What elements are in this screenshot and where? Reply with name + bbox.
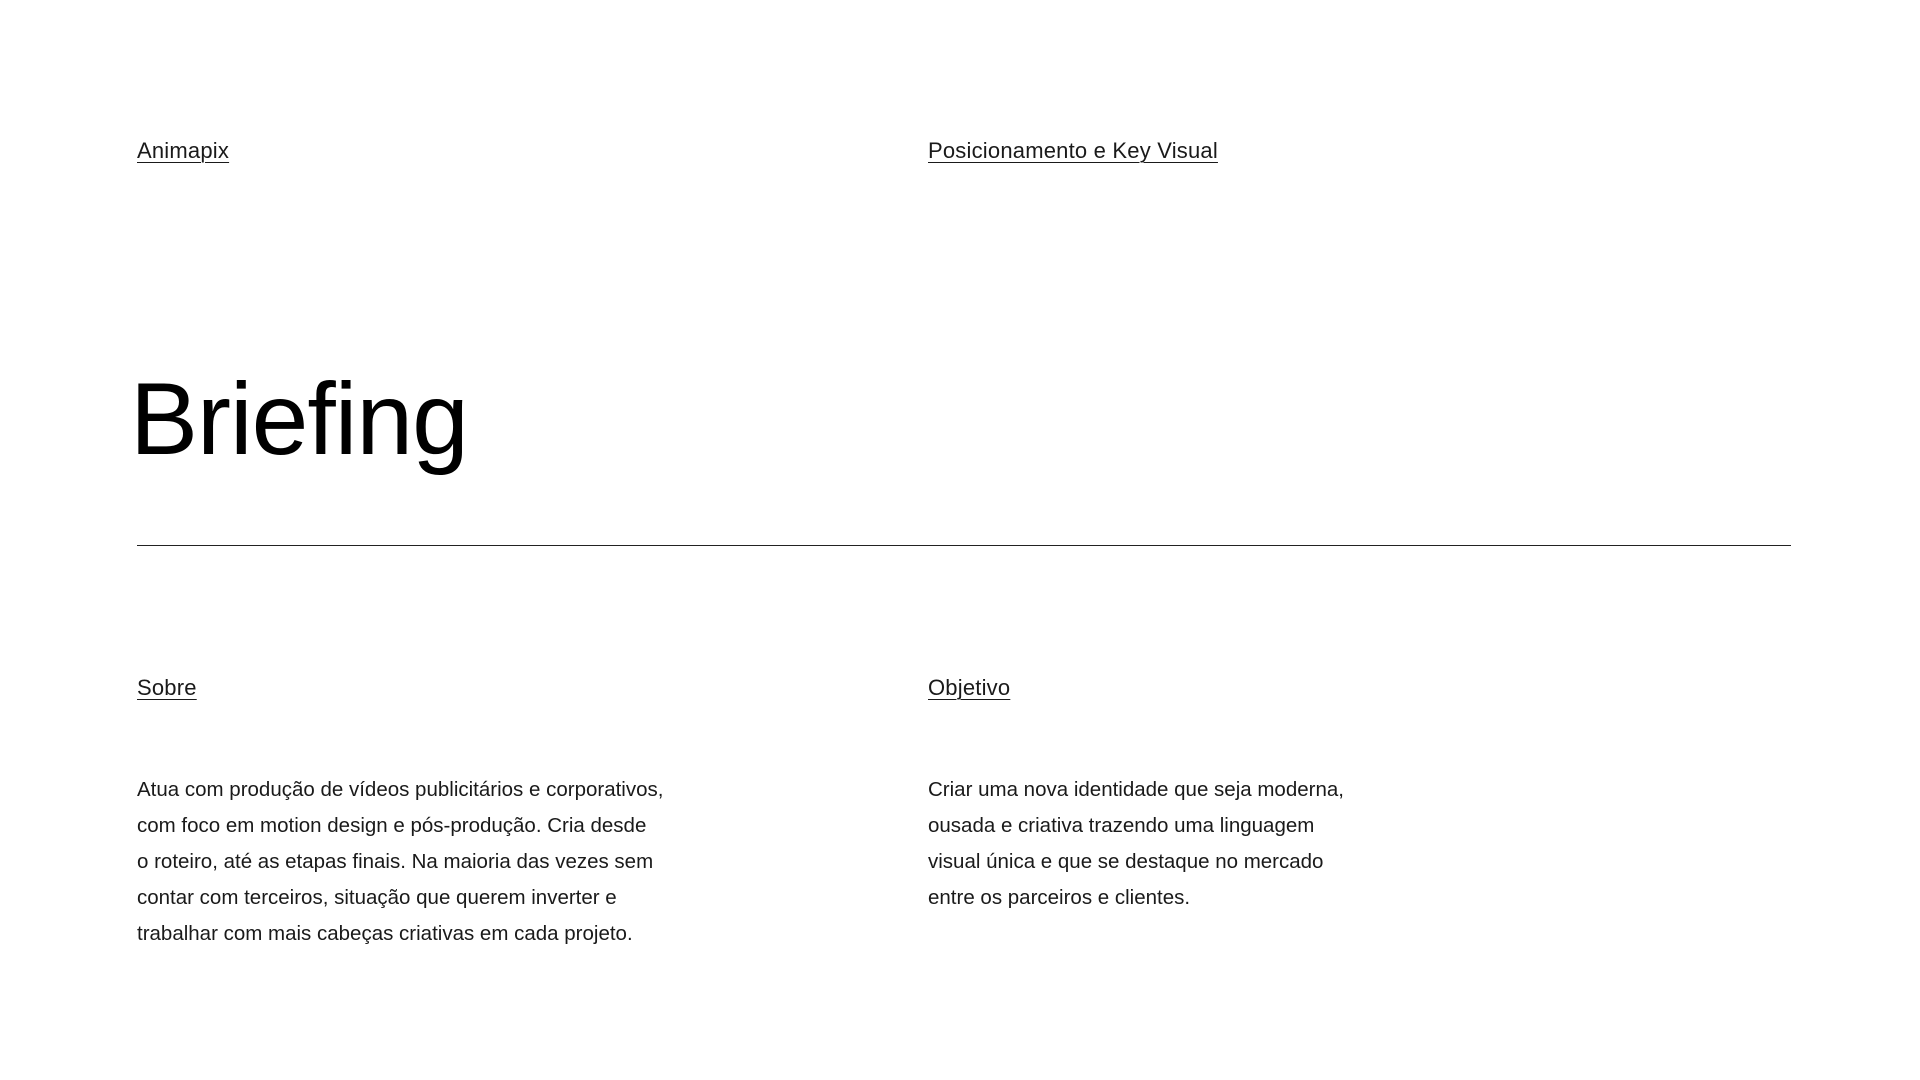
about-line: Atua com produção de vídeos publicitários e corporativos, (137, 778, 664, 801)
page-title: Briefing (130, 362, 468, 476)
about-heading-link[interactable]: Sobre (137, 675, 197, 700)
objective-line: Criar uma nova identidade que seja moderna, (928, 778, 1344, 801)
about-paragraph (137, 772, 663, 952)
about-line: trabalhar com mais cabeças criativas em cada projeto. (137, 922, 633, 945)
objective-heading-link[interactable]: Objetivo (928, 675, 1011, 700)
objective-line: entre os parceiros e clientes. (928, 886, 1191, 909)
about-line: o roteiro, até as etapas finais. Na maioria das vezes sem (137, 850, 654, 873)
client-name-link[interactable]: Animapix (137, 138, 230, 163)
project-name-link[interactable]: Posicionamento e Key Visual (928, 138, 1218, 163)
objective-line: visual única e que se destaque no mercado (928, 850, 1324, 873)
about-line: contar com terceiros, situação que querem inverter e (137, 886, 617, 909)
about-line: com foco em motion design e pós-produção. Cria desde (137, 814, 647, 837)
objective-paragraph (928, 772, 1344, 916)
objective-line: ousada e criativa trazendo uma linguagem (928, 814, 1315, 837)
section-divider (137, 545, 1791, 546)
